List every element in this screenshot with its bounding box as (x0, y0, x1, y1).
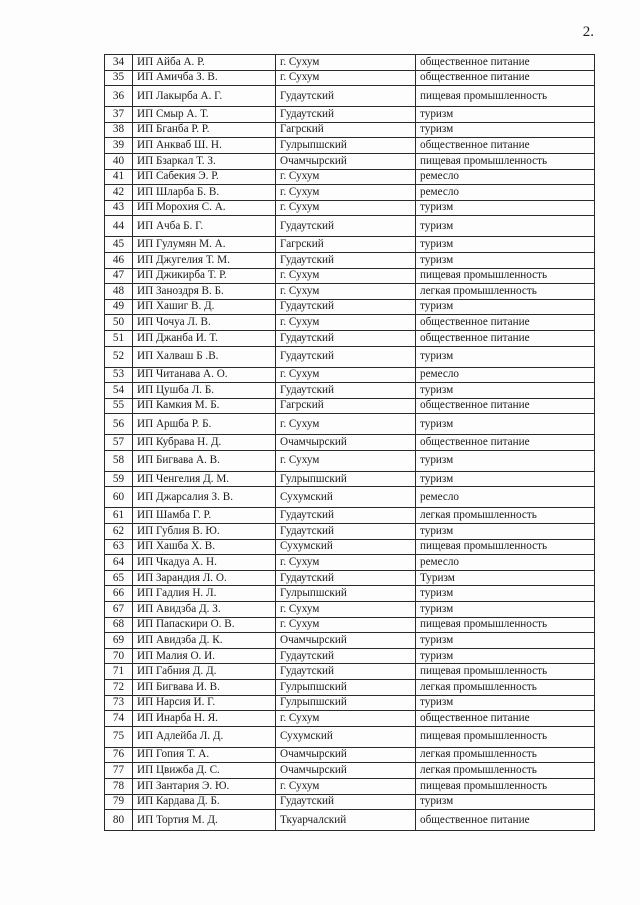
entrepreneur-name-cell: ИП Бзаркал Т. З. (133, 153, 276, 169)
activity-field-cell: общественное питание (416, 398, 595, 414)
activity-field-cell: пищевая промышленность (416, 539, 595, 555)
row-number-cell: 68 (105, 617, 133, 633)
table-row (105, 55, 595, 71)
table-row (105, 435, 595, 451)
row-number-cell: 47 (105, 268, 133, 284)
table-row (105, 487, 595, 508)
entrepreneur-name-cell: ИП Нарсия И. Г. (133, 695, 276, 711)
row-number-cell: 57 (105, 435, 133, 451)
district-cell: г. Сухум (276, 367, 416, 383)
district-cell: г. Сухум (276, 55, 416, 71)
district-cell: Гудаутский (276, 524, 416, 540)
activity-field-cell: пищевая промышленность (416, 153, 595, 169)
entrepreneur-name-cell: ИП Шамба Г. Р. (133, 508, 276, 524)
table-row (105, 383, 595, 399)
table-row (105, 508, 595, 524)
entrepreneur-name-cell: ИП Адлейба Л. Д. (133, 726, 276, 747)
district-cell: Гудаутский (276, 648, 416, 664)
activity-field-cell: ремесло (416, 367, 595, 383)
row-number-cell: 49 (105, 299, 133, 315)
table-row (105, 122, 595, 138)
row-number-cell: 78 (105, 778, 133, 794)
district-cell: Гудаутский (276, 508, 416, 524)
row-number-cell: 39 (105, 138, 133, 154)
district-cell: Гудаутский (276, 664, 416, 680)
entrepreneur-name-cell: ИП Авидзба Д. З. (133, 602, 276, 618)
table-row (105, 602, 595, 618)
district-cell: Гудаутский (276, 86, 416, 107)
entrepreneur-name-cell: ИП Гублия В. Ю. (133, 524, 276, 540)
table-row (105, 763, 595, 779)
row-number-cell: 36 (105, 86, 133, 107)
activity-field-cell: туризм (416, 586, 595, 602)
entrepreneur-name-cell: ИП Бганба Р. Р. (133, 122, 276, 138)
table-row (105, 367, 595, 383)
table-row (105, 86, 595, 107)
entrepreneur-name-cell: ИП Амичба З. В. (133, 70, 276, 86)
row-number-cell: 44 (105, 216, 133, 237)
table-row (105, 138, 595, 154)
district-cell: г. Сухум (276, 70, 416, 86)
row-number-cell: 69 (105, 633, 133, 649)
district-cell: Гагрский (276, 122, 416, 138)
entrepreneur-name-cell: ИП Шларба Б. В. (133, 185, 276, 201)
district-cell: г. Сухум (276, 200, 416, 216)
table-row (105, 555, 595, 571)
activity-field-cell: общественное питание (416, 435, 595, 451)
row-number-cell: 43 (105, 200, 133, 216)
row-number-cell: 50 (105, 315, 133, 331)
activity-field-cell: туризм (416, 450, 595, 471)
row-number-cell: 80 (105, 810, 133, 831)
activity-field-cell: ремесло (416, 185, 595, 201)
activity-field-cell: туризм (416, 122, 595, 138)
row-number-cell: 55 (105, 398, 133, 414)
activity-field-cell: пищевая промышленность (416, 617, 595, 633)
table-row (105, 237, 595, 253)
activity-field-cell: общественное питание (416, 315, 595, 331)
entrepreneur-name-cell: ИП Джикирба Т. Р. (133, 268, 276, 284)
table-row (105, 695, 595, 711)
activity-field-cell: пищевая промышленность (416, 726, 595, 747)
district-cell: Очамчырский (276, 153, 416, 169)
table-row (105, 539, 595, 555)
page-number: 2. (582, 24, 594, 40)
table-row (105, 586, 595, 602)
row-number-cell: 34 (105, 55, 133, 71)
activity-field-cell: туризм (416, 794, 595, 810)
entrepreneur-name-cell: ИП Ченгелия Д. М. (133, 471, 276, 487)
activity-field-cell: туризм (416, 633, 595, 649)
district-cell: Сухумский (276, 726, 416, 747)
entrepreneur-name-cell: ИП Айба А. Р. (133, 55, 276, 71)
district-cell: г. Сухум (276, 185, 416, 201)
district-cell: Гудаутский (276, 794, 416, 810)
table-row (105, 268, 595, 284)
row-number-cell: 54 (105, 383, 133, 399)
row-number-cell: 53 (105, 367, 133, 383)
row-number-cell: 67 (105, 602, 133, 618)
activity-field-cell: легкая промышленность (416, 747, 595, 763)
activity-field-cell: туризм (416, 200, 595, 216)
table-row (105, 450, 595, 471)
table-row (105, 153, 595, 169)
row-number-cell: 73 (105, 695, 133, 711)
entrepreneur-name-cell: ИП Лакырба А. Г. (133, 86, 276, 107)
entrepreneur-name-cell: ИП Цвижба Д. С. (133, 763, 276, 779)
table-row (105, 471, 595, 487)
district-cell: г. Сухум (276, 617, 416, 633)
district-cell: Гудаутский (276, 330, 416, 346)
table-row (105, 664, 595, 680)
activity-field-cell: ремесло (416, 169, 595, 185)
district-cell: Гудаутский (276, 252, 416, 268)
district-cell: г. Сухум (276, 315, 416, 331)
district-cell: Гагрский (276, 237, 416, 253)
table-row (105, 810, 595, 831)
activity-field-cell: общественное питание (416, 810, 595, 831)
district-cell: г. Сухум (276, 414, 416, 435)
entrepreneur-name-cell: ИП Гопия Т. А. (133, 747, 276, 763)
table-row (105, 778, 595, 794)
entrepreneur-name-cell: ИП Чкадуа А. Н. (133, 555, 276, 571)
entrepreneur-name-cell: ИП Чочуа Л. В. (133, 315, 276, 331)
activity-field-cell: пищевая промышленность (416, 86, 595, 107)
table-body (105, 55, 595, 831)
table-row (105, 252, 595, 268)
activity-field-cell: общественное питание (416, 70, 595, 86)
activity-field-cell: туризм (416, 346, 595, 367)
district-cell: Гудаутский (276, 216, 416, 237)
row-number-cell: 35 (105, 70, 133, 86)
row-number-cell: 63 (105, 539, 133, 555)
row-number-cell: 70 (105, 648, 133, 664)
district-cell: Гулрыпшский (276, 695, 416, 711)
entrepreneur-name-cell: ИП Кардава Д. Б. (133, 794, 276, 810)
entrepreneur-name-cell: ИП Джугелия Т. М. (133, 252, 276, 268)
activity-field-cell: общественное питание (416, 330, 595, 346)
entrepreneur-name-cell: ИП Авидзба Д. К. (133, 633, 276, 649)
district-cell: г. Сухум (276, 268, 416, 284)
row-number-cell: 40 (105, 153, 133, 169)
row-number-cell: 71 (105, 664, 133, 680)
activity-field-cell: легкая промышленность (416, 763, 595, 779)
district-cell: г. Сухум (276, 555, 416, 571)
district-cell: Гулрыпшский (276, 680, 416, 696)
entrepreneur-name-cell: ИП Сабекия Э. Р. (133, 169, 276, 185)
table-row (105, 633, 595, 649)
row-number-cell: 42 (105, 185, 133, 201)
activity-field-cell: туризм (416, 602, 595, 618)
table-row (105, 680, 595, 696)
row-number-cell: 58 (105, 450, 133, 471)
table-row (105, 299, 595, 315)
table-row (105, 794, 595, 810)
table-row (105, 169, 595, 185)
row-number-cell: 56 (105, 414, 133, 435)
table-row (105, 726, 595, 747)
activity-field-cell: легкая промышленность (416, 508, 595, 524)
row-number-cell: 41 (105, 169, 133, 185)
activity-field-cell: туризм (416, 471, 595, 487)
district-cell: Сухумский (276, 539, 416, 555)
entrepreneur-name-cell: ИП Кубрава Н. Д. (133, 435, 276, 451)
entrepreneur-name-cell: ИП Заноздря В. Б. (133, 284, 276, 300)
entrepreneur-name-cell: ИП Гулумян М. А. (133, 237, 276, 253)
district-cell: Гудаутский (276, 107, 416, 123)
district-cell: г. Сухум (276, 450, 416, 471)
entrepreneur-name-cell: ИП Зарандия Л. О. (133, 570, 276, 586)
district-cell: Гулрыпшский (276, 471, 416, 487)
entrepreneur-name-cell: ИП Ачба Б. Г. (133, 216, 276, 237)
row-number-cell: 62 (105, 524, 133, 540)
entrepreneur-name-cell: ИП Аршба Р. Б. (133, 414, 276, 435)
row-number-cell: 52 (105, 346, 133, 367)
row-number-cell: 65 (105, 570, 133, 586)
entrepreneur-name-cell: ИП Анкваб Ш. Н. (133, 138, 276, 154)
district-cell: Очамчырский (276, 633, 416, 649)
row-number-cell: 64 (105, 555, 133, 571)
activity-field-cell: общественное питание (416, 138, 595, 154)
row-number-cell: 46 (105, 252, 133, 268)
row-number-cell: 38 (105, 122, 133, 138)
row-number-cell: 51 (105, 330, 133, 346)
district-cell: г. Сухум (276, 169, 416, 185)
table-row (105, 185, 595, 201)
district-cell: Гагрский (276, 398, 416, 414)
table-row (105, 617, 595, 633)
row-number-cell: 60 (105, 487, 133, 508)
activity-field-cell: туризм (416, 216, 595, 237)
district-cell: г. Сухум (276, 778, 416, 794)
district-cell: Гудаутский (276, 346, 416, 367)
entrepreneur-name-cell: ИП Бигвава А. В. (133, 450, 276, 471)
district-cell: Ткуарчалский (276, 810, 416, 831)
row-number-cell: 37 (105, 107, 133, 123)
row-number-cell: 74 (105, 711, 133, 727)
activity-field-cell: туризм (416, 299, 595, 315)
entrepreneur-name-cell: ИП Джанба И. Т. (133, 330, 276, 346)
entrepreneur-name-cell: ИП Цушба Л. Б. (133, 383, 276, 399)
row-number-cell: 48 (105, 284, 133, 300)
activity-field-cell: пищевая промышленность (416, 268, 595, 284)
table-row (105, 747, 595, 763)
row-number-cell: 66 (105, 586, 133, 602)
row-number-cell: 77 (105, 763, 133, 779)
table-row (105, 315, 595, 331)
table-row (105, 570, 595, 586)
district-cell: Гудаутский (276, 383, 416, 399)
entrepreneur-name-cell: ИП Габния Д. Д. (133, 664, 276, 680)
table-row (105, 70, 595, 86)
entrepreneur-name-cell: ИП Морохия С. А. (133, 200, 276, 216)
activity-field-cell: пищевая промышленность (416, 664, 595, 680)
district-cell: г. Сухум (276, 602, 416, 618)
activity-field-cell: туризм (416, 383, 595, 399)
district-cell: Гудаутский (276, 570, 416, 586)
district-cell: Гулрыпшский (276, 138, 416, 154)
table-row (105, 346, 595, 367)
district-cell: г. Сухум (276, 284, 416, 300)
table-row (105, 216, 595, 237)
entrepreneur-name-cell: ИП Хашба Х. В. (133, 539, 276, 555)
activity-field-cell: туризм (416, 648, 595, 664)
district-cell: г. Сухум (276, 711, 416, 727)
activity-field-cell: общественное питание (416, 55, 595, 71)
row-number-cell: 45 (105, 237, 133, 253)
district-cell: Гудаутский (276, 299, 416, 315)
entrepreneur-name-cell: ИП Халваш Б .В. (133, 346, 276, 367)
row-number-cell: 76 (105, 747, 133, 763)
activity-field-cell: ремесло (416, 487, 595, 508)
row-number-cell: 79 (105, 794, 133, 810)
table-row (105, 414, 595, 435)
entrepreneur-name-cell: ИП Камкия М. Б. (133, 398, 276, 414)
activity-field-cell: туризм (416, 695, 595, 711)
activity-field-cell: общественное питание (416, 711, 595, 727)
entrepreneur-name-cell: ИП Джарсалия З. В. (133, 487, 276, 508)
row-number-cell: 75 (105, 726, 133, 747)
district-cell: Очамчырский (276, 747, 416, 763)
activity-field-cell: легкая промышленность (416, 284, 595, 300)
entrepreneur-name-cell: ИП Малия О. И. (133, 648, 276, 664)
table-row (105, 107, 595, 123)
entrepreneur-name-cell: ИП Читанава А. О. (133, 367, 276, 383)
table-row (105, 648, 595, 664)
entrepreneur-name-cell: ИП Хашиг В. Д. (133, 299, 276, 315)
activity-field-cell: туризм (416, 107, 595, 123)
activity-field-cell: ремесло (416, 555, 595, 571)
table-row (105, 284, 595, 300)
district-cell: Сухумский (276, 487, 416, 508)
table-row (105, 711, 595, 727)
entrepreneur-name-cell: ИП Смыр А. Т. (133, 107, 276, 123)
activity-field-cell: туризм (416, 414, 595, 435)
activity-field-cell: легкая промышленность (416, 680, 595, 696)
district-cell: Очамчырский (276, 435, 416, 451)
activity-field-cell: Туризм (416, 570, 595, 586)
row-number-cell: 59 (105, 471, 133, 487)
entrepreneur-name-cell: ИП Гадлия Н. Л. (133, 586, 276, 602)
row-number-cell: 61 (105, 508, 133, 524)
entrepreneur-name-cell: ИП Инарба Н. Я. (133, 711, 276, 727)
entrepreneur-name-cell: ИП Тортия М. Д. (133, 810, 276, 831)
table-row (105, 524, 595, 540)
table-row (105, 330, 595, 346)
row-number-cell: 72 (105, 680, 133, 696)
activity-field-cell: пищевая промышленность (416, 778, 595, 794)
activity-field-cell: туризм (416, 252, 595, 268)
table-row (105, 200, 595, 216)
entrepreneurs-table (104, 54, 595, 831)
activity-field-cell: туризм (416, 524, 595, 540)
table-row (105, 398, 595, 414)
activity-field-cell: туризм (416, 237, 595, 253)
entrepreneur-name-cell: ИП Бигвава И. В. (133, 680, 276, 696)
district-cell: Гулрыпшский (276, 586, 416, 602)
entrepreneur-name-cell: ИП Зантария Э. Ю. (133, 778, 276, 794)
district-cell: Очамчырский (276, 763, 416, 779)
entrepreneur-name-cell: ИП Папаскири О. В. (133, 617, 276, 633)
